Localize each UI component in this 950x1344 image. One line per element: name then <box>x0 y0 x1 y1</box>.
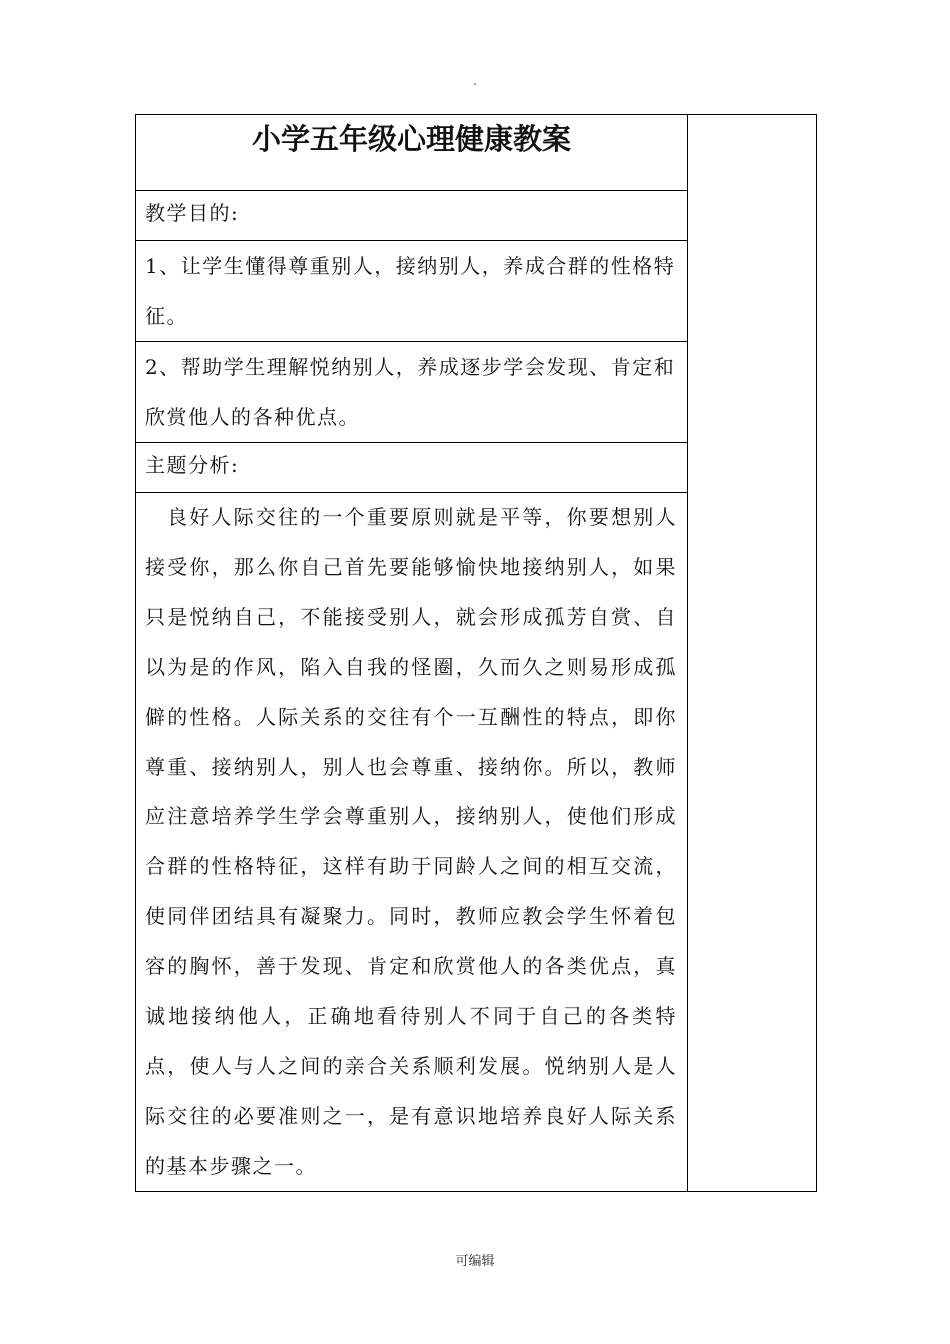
document-title: 小学五年级心理健康教案 <box>136 115 687 191</box>
objective-item-1: 1、让学生懂得尊重别人，接纳别人，养成合群的性格特征。 <box>136 241 687 342</box>
right-column-divider <box>687 115 688 1191</box>
objective-label: 教学目的: <box>136 191 687 241</box>
footer-label: 可编辑 <box>455 1254 495 1269</box>
objective-item-2: 2、帮助学生理解悦纳别人，养成逐步学会发现、肯定和欣赏他人的各种优点。 <box>136 342 687 443</box>
header-mark: . <box>473 74 477 88</box>
lesson-plan-table <box>135 114 817 1192</box>
analysis-body: 良好人际交往的一个重要原则就是平等，你要想别人接受你，那么你自己首先要能够愉快地接纳别人，如果只是悦纳自己，不能接受别人，就会形成孤芳自赏、自以为是的作风，陷入自我的怪圈，久而久之则易形成孤僻的性格。人际关系的交往有个一互酬性的特点，即你尊重、接纳别人，别人也会尊重、接纳你。所以，教师应注意培养学生学会尊重别人，接纳别人，使他们形成合群的性格特征，这样有助于同龄人之间的相互交流，使同伴团结具有凝聚力。同时，教师应教会学生怀着包容的胸怀，善于发现、肯定和欣赏他人的各类优点，真诚地接纳他人，正确地看待别人不同于自己的各类特点，使人与人之间的亲合关系顺利发展。悦纳别人是人际交往的必要准则之一，是有意识地培养良好人际关系的基本步骤之一。 <box>145 505 677 1178</box>
analysis-label: 主题分析: <box>136 443 687 493</box>
